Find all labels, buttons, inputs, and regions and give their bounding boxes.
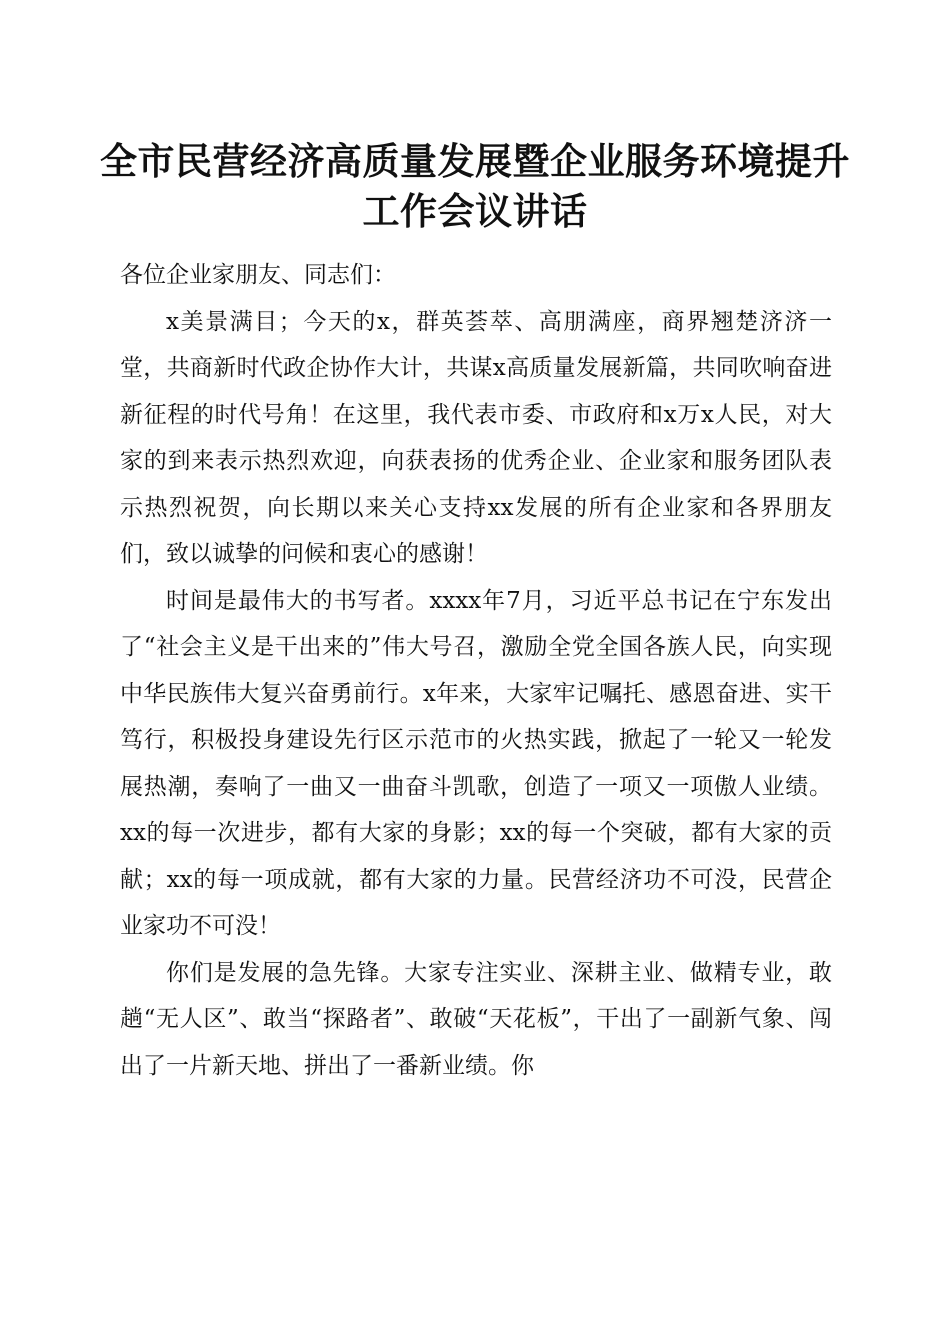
document-title <box>100 136 850 236</box>
speech-body <box>120 252 832 1089</box>
salutation: 各位企业家朋友、同志们： <box>120 262 396 288</box>
paragraph-vanguard: 你们是发展的急先锋。大家专注实业、深耕主业、做精专业，敢趟“无人区”、敢当“探路者”、敢破“天花板”，干出了一副新气象、闯出了一片新天地、拼出了一番新业绩。你 <box>120 959 832 1079</box>
paragraph-achievements: 时间是最伟大的书写者。xxxx年7月，习近平总书记在宁东发出了“社会主义是干出来的”伟大号召，激励全党全国各族人民，向实现中华民族伟大复兴奋勇前行。x年来，大家牢记嘱托、感恩奋进、实干笃行，积极投身建设先行区示范市的火热实践，掀起了一轮又一轮发展热潮，奏响了一曲又一曲奋斗凯歌，创造了一项又一项傲人业绩。xx的每一次进步，都有大家的身影；xx的每一个突破，都有大家的贡献；xx的每一项成就，都有大家的力量。民营经济功不可没，民营企业家功不可没！ <box>120 587 832 939</box>
paragraph-welcome: x美景满目；今天的x，群英荟萃、高朋满座，商界翘楚济济一堂，共商新时代政企协作大计，共谋x高质量发展新篇，共同吹响奋进新征程的时代号角！在这里，我代表市委、市政府和x万x人民，对大家的到来表示热烈欢迎，向获表扬的优秀企业、企业家和服务团队表示热烈祝贺，向长期以来关心支持xx发展的所有企业家和各界朋友们，致以诚挚的问候和衷心的感谢！ <box>120 308 832 567</box>
title-line-2: 工作会议讲话 <box>362 189 588 233</box>
title-line-1: 全市民营经济高质量发展暨企业服务环境提升 <box>100 139 850 183</box>
